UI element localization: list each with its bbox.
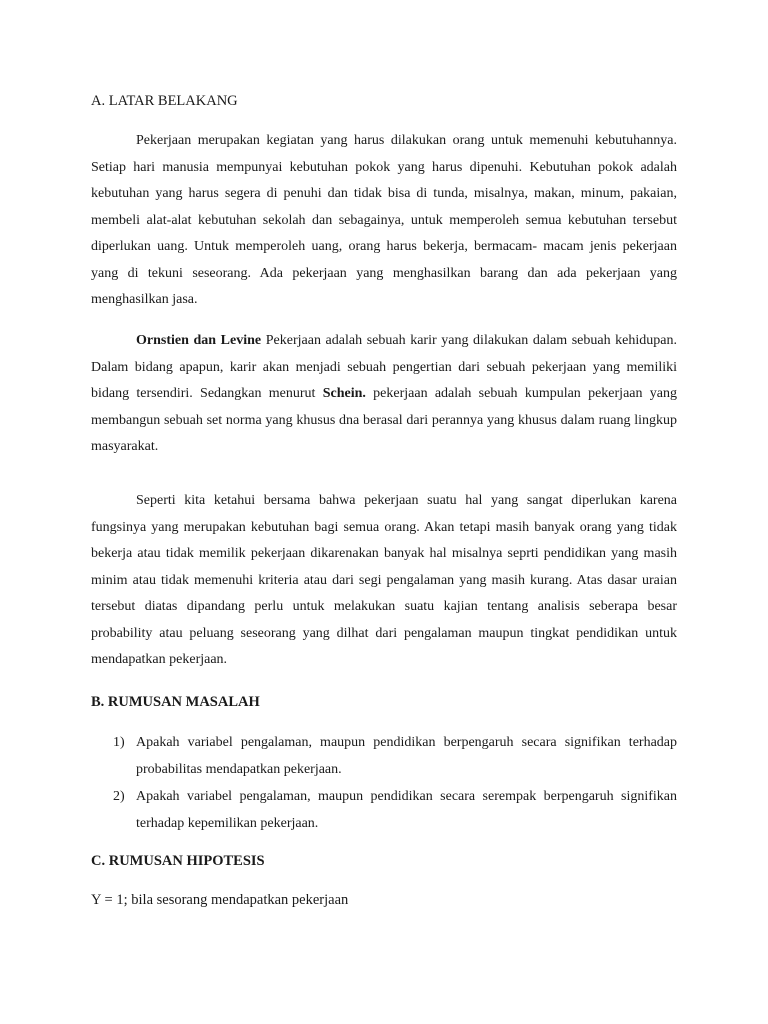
author-schein: Schein. [322,386,366,401]
list-number: 2) [113,789,125,804]
paragraph-2-text-1: Pekerjaan adalah sebuah karir yang dilakukan dalam sebuah kehidupan. Dalam bidang apapun, karir akan menjadi sebuah pengertian dari sebuah pekerjaan yang memiliki bidang tersendiri. Sedangkan menurut [91,333,678,401]
list-text: Apakah variabel pengalaman, maupun pendidikan berpengaruh secara signifikan terhadap probabilitas mendapatkan pekerjaan. [136,735,677,777]
paragraph-1: Pekerjaan merupakan kegiatan yang harus dilakukan orang untuk memenuhi kebutuhannya. Setiap hari manusia mempunyai kebutuhan pokok yang harus dipenuhi. Kebutuhan pokok adalah kebutuhan yang harus segera di penuhi dan tidak bisa di tunda, misalnya, makan, minum, pakaian, membeli alat-alat kebutuhan sekolah dan sebagainya, untuk memperoleh semua kebutuhan tersebut diperlukan uang. Untuk memperoleh uang, orang harus bekerja, bermacam- macam jenis pekerjaan yang di tekuni seseorang. Ada pekerjaan yang menghasilkan barang dan ada pekerjaan yang menghasilkan jasa. [91,133,677,307]
section-c-heading: C. RUMUSAN HIPOTESIS [91,853,265,869]
paragraph-2-text-2: pekerjaan adalah sebuah kumpulan pekerjaan yang membangun sebuah set norma yang khusus dna berasal dari perannya yang khusus dalam ruang lingkup masyarakat. [91,386,677,454]
paragraph-3: Seperti kita ketahui bersama bahwa pekerjaan suatu hal yang sangat diperlukan karena fungsinya yang merupakan kebutuhan bagi semua orang. Akan tetapi masih banyak orang yang tidak bekerja atau tidak memilik pekerjaan dikarenakan banyak hal misalnya seprti pendidikan yang masih minim atau tidak memenuhi kriteria atau dari segi pengalaman yang masih kurang. Atas dasar uraian tersebut diatas dipandang perlu untuk melakukan suatu kajian tentang analisis seberapa besar probability atau peluang seseorang yang dilhat dari pengalaman maupun tingkat pendidikan untuk mendapatkan pekerjaan. [91,493,677,667]
list-item [91,730,677,783]
section-a-heading: A. LATAR BELAKANG [91,93,238,109]
list-text: Apakah variabel pengalaman, maupun pendidikan secara serempak berpengaruh signifikan terhadap kepemilikan pekerjaan. [136,789,677,831]
list-number: 1) [113,735,125,750]
hypothesis-line: Y = 1; bila sesorang mendapatkan pekerjaan [91,892,349,908]
author-ornstien-levine: Ornstien dan Levine [136,333,262,348]
list-item [91,784,677,837]
paragraph-2 [91,328,677,461]
section-b-heading: B. RUMUSAN MASALAH [91,694,260,710]
